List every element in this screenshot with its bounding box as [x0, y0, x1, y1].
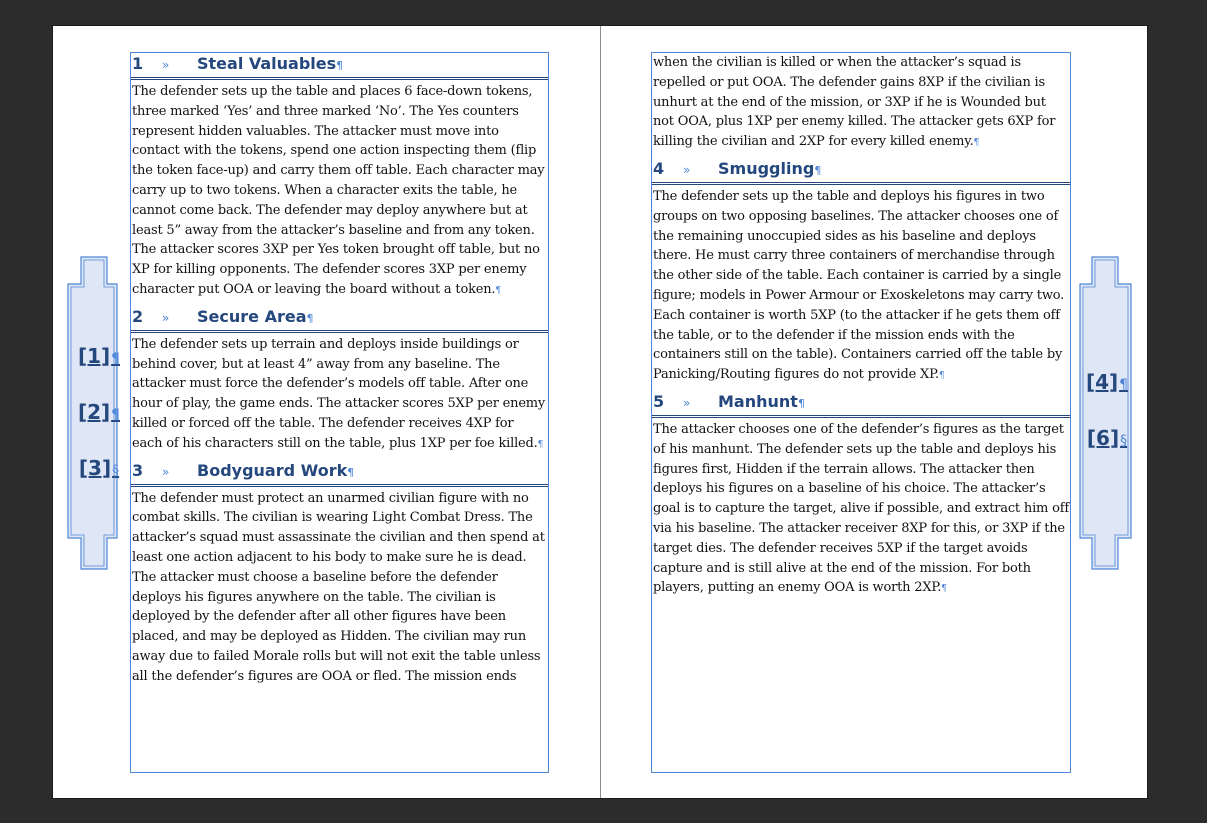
pilcrow-icon: ¶: [111, 351, 121, 367]
section-number: 3: [132, 460, 144, 480]
section-3-body: [131, 489, 548, 687]
arrow-icon: »: [683, 162, 691, 177]
pilcrow-icon: ¶: [938, 371, 945, 382]
tab-label-2[interactable]: [67, 400, 131, 424]
section-number: 2: [132, 306, 144, 326]
pilcrow-icon: ¶: [1119, 377, 1129, 393]
section-body-text: The defender must protect an unarmed civilian figure with no combat skills. The civilian is wearing Light Combat Dress. The attacker’s squad must assassinate the civilian and then spend at least one action adjacent to his body to make sure he is dead. The attacker must choose a baseline before the defender deploys his figures anywhere on the table. The civilian is deployed by the defender after all other figures have been placed, and may be deployed as Hidden. The civilian may run away due to failed Morale rolls but will not exit the table unless all the defender’s figures are OOA or fled. The mission ends: [132, 490, 545, 684]
section-1-body: [131, 82, 548, 302]
pilcrow-icon: ¶: [537, 439, 544, 450]
section-title: Secure Area: [197, 306, 307, 326]
page-spread: [53, 26, 1147, 798]
pilcrow-icon: ¶: [941, 584, 947, 595]
section-sign-icon: §: [112, 463, 120, 479]
tab-label-text: [2]: [77, 400, 111, 424]
section-2-body: [131, 335, 548, 456]
pilcrow-icon: ¶: [973, 138, 980, 149]
section-body-text: The defender sets up terrain and deploys inside buildings or behind cover, but at least 4” away from any baseline. The attacker must force the defender’s models off table. After one hour of play, the game ends. The attacker scores 5XP per enemy killed or forced off the table. The defender receives 4XP for each of his characters still on the table, plus 1XP per foe killed.: [132, 336, 546, 451]
section-4-body: [652, 187, 1070, 387]
section-body-text: The attacker chooses one of the defender’s figures as the target of his manhunt. The defender sets up the table and deploys his figures first, Hidden if the terrain allows. The attacker then deploys his figures on a baseline of his choice. The attacker’s goal is to capture the target, alive if possible, and extract him off via his baseline. The attacker receiver 8XP for this, or 3XP if the target dies. The defender receives 5XP if the target avoids capture and is still alive at the end of the mission. For both players, putting an enemy OOA is worth 2XP.: [653, 421, 1069, 596]
left-text-frame[interactable]: [130, 52, 549, 773]
arrow-icon: »: [683, 395, 691, 410]
left-chapter-tab[interactable]: [67, 256, 131, 571]
section-title: Manhunt: [718, 391, 798, 411]
continuation-text: when the civilian is killed or when the attacker’s squad is repelled or put OOA. The defender gains 8XP if the civilian is unhurt at the end of the mission, or 3XP if he is Wounded but not OOA, plus 1XP per enemy killed. The attacker gets 6XP for killing the civilian and 2XP for every killed enemy.: [653, 55, 1056, 150]
section-title: Smuggling: [718, 158, 815, 178]
pilcrow-icon: ¶: [797, 396, 805, 410]
continuation-body: [652, 53, 1070, 154]
tab-label-text: [4]: [1085, 370, 1119, 394]
pilcrow-icon: ¶: [347, 465, 355, 479]
right-text-frame[interactable]: [651, 52, 1071, 773]
tab-label-4[interactable]: [1075, 370, 1139, 394]
tab-label-3[interactable]: [67, 456, 131, 480]
section-5-heading: [652, 391, 1070, 418]
section-1-heading: [131, 53, 548, 80]
section-number: 4: [653, 158, 665, 178]
tab-label-1[interactable]: [67, 344, 131, 368]
tab-label-text: [1]: [77, 344, 111, 368]
pilcrow-icon: ¶: [814, 163, 822, 177]
arrow-icon: »: [162, 464, 170, 479]
tab-shape: [1075, 256, 1139, 571]
section-number: 1: [132, 54, 144, 73]
section-title: Steal Valuables: [197, 54, 337, 73]
tab-label-6[interactable]: [1075, 426, 1139, 450]
arrow-icon: »: [162, 310, 170, 325]
arrow-icon: »: [162, 58, 170, 72]
section-body-text: The defender sets up the table and places 6 face-down tokens, three marked ‘Yes’ and three marked ‘No’. The Yes counters represent hidden valuables. The attacker must move into contact with the tokens, spend one action inspecting them (flip the token face-up) and carry them off table. Each character may carry up to two tokens. When a character exits the table, he cannot come back. The defender may deploy anywhere but at least 5” away from the attacker’s baseline and from any token. The attacker scores 3XP per Yes token brought off table, but no XP for killing opponents. The defender scores 3XP per enemy character put OOA or leaving the board without a token.: [132, 84, 545, 297]
tab-label-text: [3]: [78, 456, 112, 480]
section-title: Bodyguard Work: [197, 460, 348, 480]
pilcrow-icon: ¶: [306, 311, 314, 325]
pilcrow-icon: ¶: [495, 285, 501, 296]
section-5-body: [652, 420, 1070, 600]
right-chapter-tab[interactable]: [1075, 256, 1139, 571]
page-spine: [600, 26, 601, 798]
section-3-heading: [131, 460, 548, 487]
section-4-heading: [652, 158, 1070, 185]
tab-label-text: [6]: [1086, 426, 1120, 450]
section-sign-icon: §: [1120, 433, 1128, 449]
pilcrow-icon: ¶: [336, 59, 344, 72]
pilcrow-icon: ¶: [111, 407, 121, 423]
section-body-text: The defender sets up the table and deploys his figures in two groups on two opposing baselines. The attacker chooses one of the remaining unoccupied sides as his baseline and deploys there. He must carry three containers of merchandise through the other side of the table. Each container is carried by a single figure; models in Power Armour or Exoskeletons may carry two. Each container is worth 5XP (to the attacker if he gets them off the table, or to the defender if the mission ends with the containers still on the table). Containers carried off the table by Panicking/Routing figures do not provide XP.: [653, 188, 1065, 383]
section-number: 5: [653, 391, 665, 411]
section-2-heading: [131, 306, 548, 333]
